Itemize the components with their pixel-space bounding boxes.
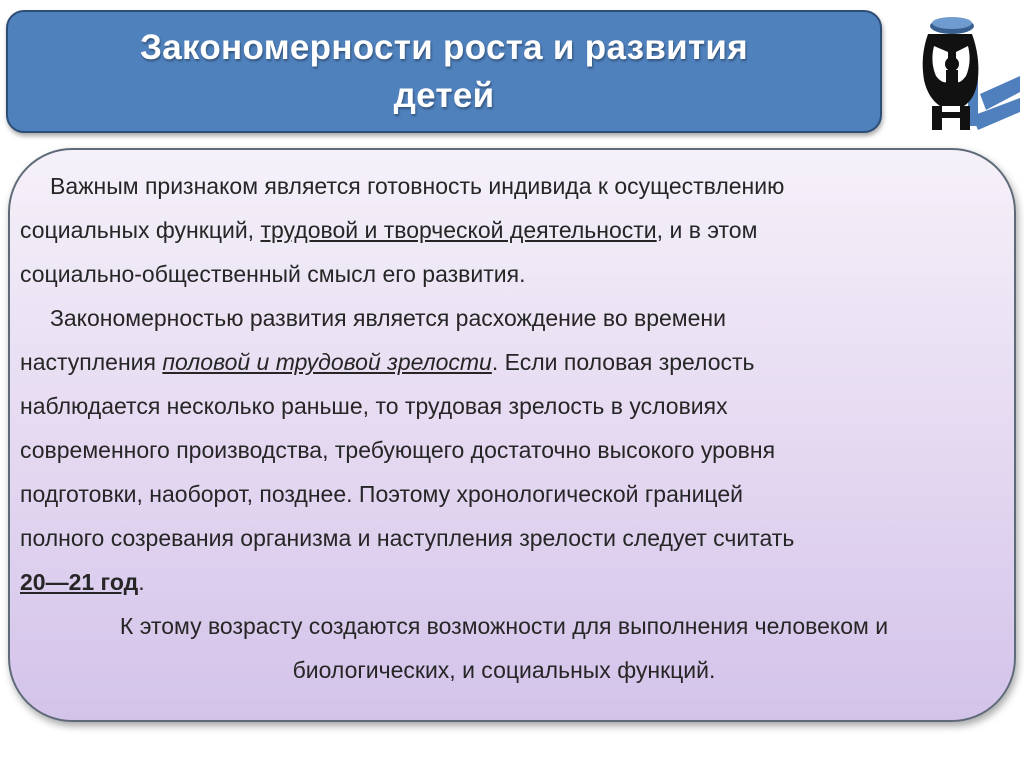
age-range-emphasis: 20—21 год <box>20 569 139 595</box>
paragraph-2-line-3 <box>20 384 988 428</box>
text-run: социально-общественный смысл его развития. <box>20 261 526 287</box>
text-run: социальных функций, <box>20 217 261 243</box>
paragraph-1-line-3 <box>20 252 988 296</box>
text-run: , и в этом <box>656 217 758 243</box>
paragraph-1-line-1 <box>20 164 988 208</box>
paragraph-2-line-4 <box>20 428 988 472</box>
title-box <box>6 10 882 133</box>
pottery-figure-icon <box>910 6 1020 134</box>
underlined-phrase: трудовой и творческой деятельности <box>260 217 657 243</box>
text-run: наблюдается несколько раньше, то трудовая зрелость в условиях <box>20 393 728 419</box>
text-run: биологических, и социальных функций. <box>292 657 716 683</box>
paragraph-2-line-7 <box>20 560 988 604</box>
paragraph-3-line-2 <box>20 648 988 692</box>
text-run: Закономерностью развития является расхождение во времени <box>50 305 726 331</box>
text-run: подготовки, наоборот, позднее. Поэтому хронологической границей <box>20 481 743 507</box>
text-run: . <box>138 569 145 595</box>
text-run: наступления <box>20 349 163 375</box>
slide-title: Закономерности роста и развития детей <box>140 27 748 115</box>
paragraph-2-line-2 <box>20 340 988 384</box>
paragraph-3-line-1 <box>20 604 988 648</box>
paragraph-2-line-6 <box>20 516 988 560</box>
text-run: К этому возрасту создаются возможности для выполнения человеком и <box>119 613 889 639</box>
paragraph-1-line-2 <box>20 208 988 252</box>
text-run: современного производства, требующего достаточно высокого уровня <box>20 437 776 463</box>
underlined-italic-phrase: половой и трудовой зрелости <box>162 349 492 375</box>
paragraph-2-line-1 <box>20 296 988 340</box>
text-run: . Если половая зрелость <box>491 349 755 375</box>
text-run: Важным признаком является готовность индивида к осуществлению <box>50 173 785 199</box>
body-text <box>20 164 988 692</box>
paragraph-2-line-5 <box>20 472 988 516</box>
text-run: полного созревания организма и наступления зрелости следует считать <box>20 525 795 551</box>
